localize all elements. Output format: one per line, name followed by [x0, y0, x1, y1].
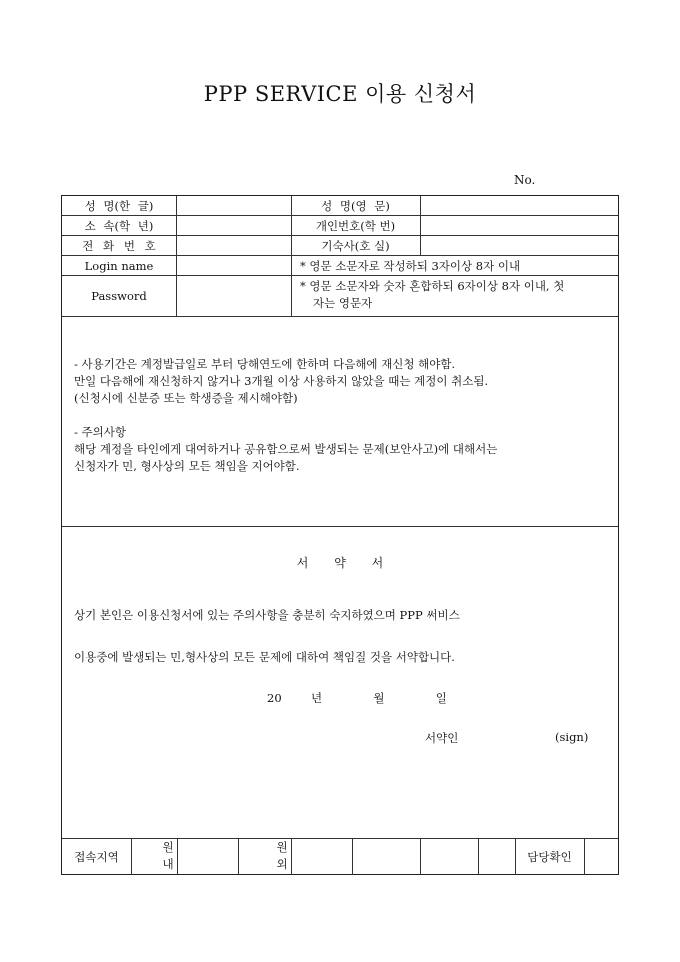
column-divider: [478, 838, 479, 875]
affiliation-field[interactable]: [177, 216, 291, 235]
label-campus-inside-top: 원: [162, 840, 174, 854]
label-name-korean: 성 명(한 글): [84, 198, 154, 213]
label-manager-check: 담당확인: [527, 850, 572, 864]
page-title: PPP SERVICE 이용 신청서: [203, 82, 477, 106]
column-divider: [238, 838, 239, 875]
login-name-rule: * 영문 소문자로 작성하되 3자이상 8자 이내: [300, 258, 521, 273]
pledge-date: [267, 690, 447, 706]
notice-line: - 사용기간은 계정발급일로 부터 당해연도에 한하며 다음해에 재신청 해야함.: [74, 357, 456, 371]
campus-outside-field[interactable]: [292, 839, 352, 875]
sign-placeholder[interactable]: (sign): [555, 730, 589, 744]
label-affiliation: 소 속(학 년): [84, 218, 154, 233]
label-password: Password: [91, 289, 147, 303]
label-campus-inside-bottom: 내: [162, 857, 174, 871]
notice-line: 해당 계정을 타인에게 대여하거나 공유함으로써 발생되는 문제(보안사고)에 대해서는: [74, 442, 498, 456]
phone-field[interactable]: [177, 236, 291, 255]
pledge-line: 상기 본인은 이용신청서에 있는 주의사항을 충분히 숙지하였으며 PPP 써비스: [74, 608, 460, 622]
manager-check-field[interactable]: [585, 839, 619, 875]
usage-notice: [74, 356, 614, 475]
label-campus-outside-top: 원: [276, 840, 288, 854]
row-divider: [62, 316, 618, 317]
notice-line: - 주의사항: [74, 425, 126, 439]
section-divider: [62, 526, 618, 527]
notice-line: 신청자가 민, 형사상의 모든 책임을 지어야함.: [74, 459, 300, 473]
password-rule-line: * 영문 소문자와 숫자 혼합하되 6자이상 8자 이내, 첫: [300, 279, 565, 293]
notice-line: (신청시에 신분증 또는 학생증을 제시해야함): [74, 391, 298, 405]
pledge-line: 이용중에 발생되는 민,형사상의 모든 문제에 대하여 책임질 것을 서약합니다.: [74, 650, 455, 664]
date-month-unit: 월: [373, 691, 385, 705]
label-dormitory: 기숙사(호 실): [321, 238, 390, 253]
date-year: 20: [267, 691, 282, 705]
column-divider: [131, 838, 132, 875]
password-rule-line: 자는 영문자: [313, 296, 373, 310]
label-campus-outside-bottom: 외: [276, 857, 288, 871]
label-campus-inside: [158, 839, 178, 873]
personal-no-field[interactable]: [421, 216, 619, 235]
login-name-field[interactable]: [177, 256, 291, 275]
date-day-unit: 일: [435, 691, 447, 705]
column-divider: [420, 838, 421, 875]
label-campus-outside: [272, 839, 292, 873]
doc-number-label: No.: [514, 173, 536, 187]
pledge-title: 서 약 서: [296, 556, 384, 570]
label-login-name: Login name: [84, 258, 154, 273]
label-personal-no: 개인번호(학 번): [315, 218, 396, 233]
label-name-english: 성 명(영 문): [321, 198, 390, 213]
name-english-field[interactable]: [421, 196, 619, 215]
password-rule: [300, 278, 618, 312]
date-year-unit: 년: [310, 691, 323, 705]
campus-inside-field[interactable]: [178, 839, 238, 875]
signer-label: 서약인: [425, 731, 459, 745]
dormitory-field[interactable]: [421, 236, 619, 255]
application-form: [61, 195, 619, 875]
name-korean-field[interactable]: [177, 196, 291, 215]
notice-spacer: [74, 407, 614, 424]
label-phone: 전 화 번 호: [82, 238, 156, 253]
label-access-area: 접속지역: [74, 850, 119, 864]
notice-line: 만일 다음해에 재신청하지 않거나 3개월 이상 사용하지 않았을 때는 계정이 취소됨.: [74, 374, 489, 388]
password-field[interactable]: [177, 276, 291, 316]
column-divider: [352, 838, 353, 875]
